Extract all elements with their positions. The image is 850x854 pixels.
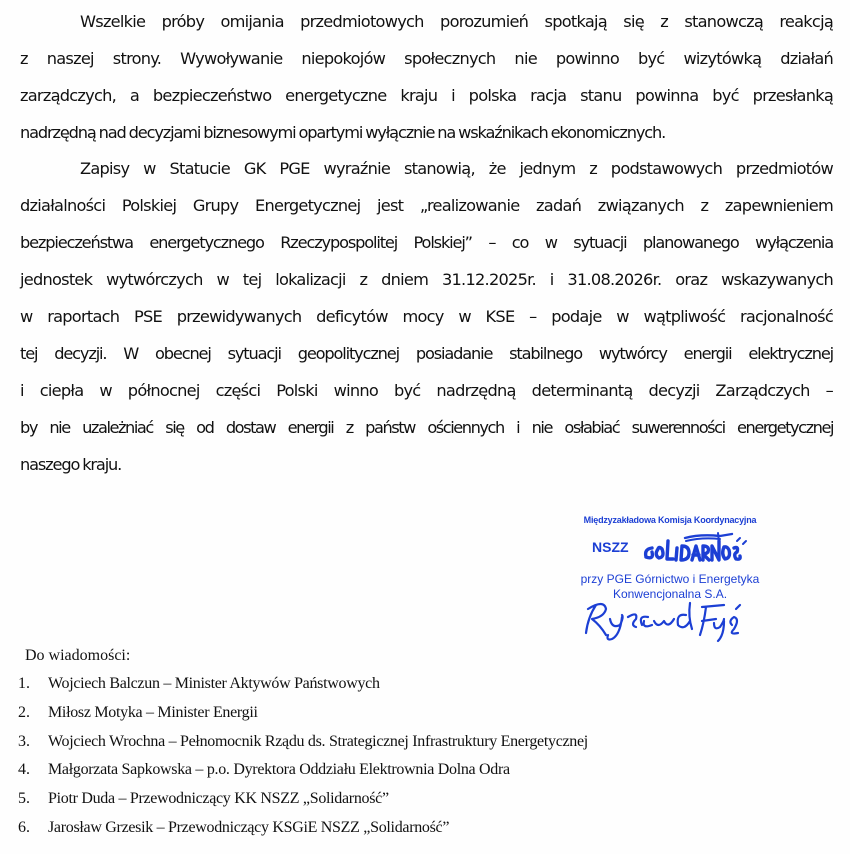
text-line: z naszej strony. Wywoływanie niepokojów społecznych nie powinno być wizytówką działań	[20, 49, 833, 68]
text-line: naszego kraju.	[20, 455, 122, 474]
text-line: bezpieczeństwa energetycznego Rzeczypospolitej Polskiej” – co w sytuacji planowanego wyłączenia	[20, 233, 833, 252]
list-item-text: Wojciech Wrochna – Pełnomocnik Rządu ds. Strategicznej Infrastruktury Energetycznej	[48, 732, 588, 750]
stamp-branch-line-1: przy PGE Górnictwo i Energetyka	[580, 572, 760, 586]
list-item-number: 5.	[18, 790, 30, 808]
list-item-text: Piotr Duda – Przewodniczący KK NSZZ „Solidarność”	[48, 790, 389, 808]
list-item-number: 4.	[18, 761, 30, 779]
list-item-text: Jarosław Grzesik – Przewodniczący KSGiE NSZZ „Solidarność”	[48, 818, 450, 836]
text-line: działalności Polskiej Grupy Energetycznej jest „realizowanie zadań związanych z zapewnieniem	[20, 196, 833, 215]
union-stamp	[560, 515, 780, 601]
list-item-text: Miłosz Motyka – Minister Energii	[48, 703, 258, 721]
paragraph-2	[20, 150, 833, 483]
solidarnosc-logo-icon	[640, 529, 750, 565]
text-line: by nie uzależniać się od dostaw energii z państw ościennych i nie osłabiać suwerenności energetycznej	[20, 418, 833, 437]
handwritten-signature-icon	[574, 595, 759, 645]
list-item-text: Wojciech Balczun – Minister Aktywów Państwowych	[48, 675, 380, 692]
stamp-branch-line-2: Konwencjonalna S.A.	[612, 587, 728, 601]
text-line: jednostek wytwórczych w tej lokalizacji z dniem 31.12.2025r. i 31.08.2026r. oraz wskazywanych	[20, 270, 833, 289]
stamp-union-prefix: NSZZ	[592, 539, 629, 555]
list-item-number: 2.	[18, 703, 30, 721]
stamp-union-row	[560, 535, 780, 563]
text-line: nadrzędną nad decyzjami biznesowymi opartymi wyłącznie na wskaźnikach ekonomicznych.	[20, 123, 666, 142]
text-line: zarządczych, a bezpieczeństwo energetyczne kraju i polska racja stanu powinna być przesłanką	[20, 86, 833, 105]
list-item-text: Małgorzata Sapkowska – p.o. Dyrektora Oddziału Elektrownia Dolna Odra	[48, 761, 510, 779]
cc-heading: Do wiadomości:	[25, 647, 131, 664]
text-line: tej decyzji. W obecnej sytuacji geopolitycznej posiadanie stabilnego wytwórcy energii elektrycznej	[20, 344, 833, 363]
list-item-number: 3.	[18, 732, 30, 750]
text-line: i ciepła w północnej części Polski winno być nadrzędną determinantą decyzji Zarządczych –	[20, 381, 833, 400]
paragraph-1	[20, 3, 833, 151]
list-item-number: 1.	[18, 675, 30, 692]
text-line: Wszelkie próby omijania przedmiotowych porozumień spotkają się z stanowczą reakcją	[80, 12, 833, 31]
stamp-organization: Międzyzakładowa Komisja Koordynacyjna	[583, 515, 757, 525]
text-line: Zapisy w Statucie GK PGE wyraźnie stanowią, że jednym z podstawowych przedmiotów	[80, 159, 833, 178]
text-line: w raportach PSE przewidywanych deficytów mocy w KSE – podaje w wątpliwość racjonalność	[20, 307, 833, 326]
list-item-number: 6.	[18, 818, 30, 836]
